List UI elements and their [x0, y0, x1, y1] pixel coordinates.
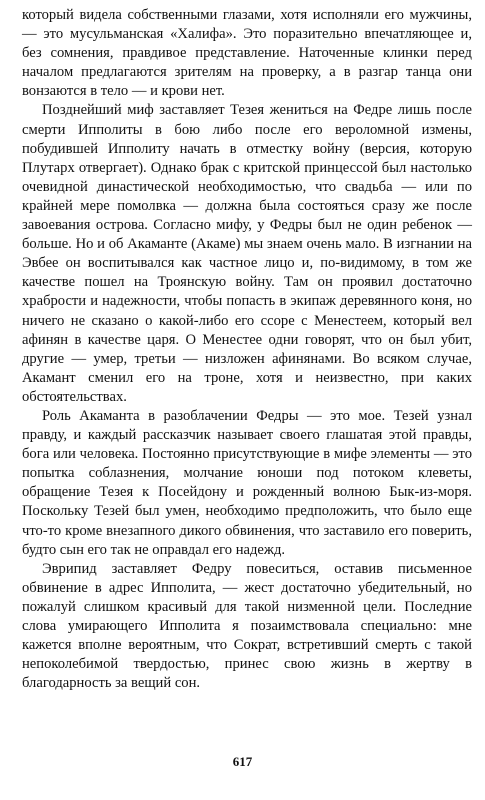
- paragraph-4: Эврипид заставляет Федру повеситься, оставив письменное обвинение в адрес Ипполита, — жест достаточно убедительный, но пожалуй слишком красивый для такой низменной цели. Последние слова умирающего Ипполита я позаимствовала специально: мне кажется вполне вероятным, что Сократ, встретивший смерть с такой непоколебимой твердостью, принес свою жизнь в жертву в благодарность за вещий сон.: [22, 560, 472, 692]
- paragraph-2: Позднейший миф заставляет Тезея жениться на Федре лишь после смерти Ипполиты в бою либо после его вероломной измены, побудившей Ипполиту начать в отместку войну (версия, которую Плутарх отвергает). Однако брак с критской принцессой был настолько очевидной династической необходимостью, что свадьба — или по крайней мере помолвка — должна была состояться сразу же после завоевания острова. Согласно мифу, у Федры был не один ребенок — больше. Но и об Акаманте (Акаме) мы знаем очень мало. В изгнании на Эвбее он воспитывался как частное лицо и, по-видимому, в том же качестве пошел на Троянскую войну. Там он проявил достаточно храбрости и надежности, чтобы попасть в экипаж деревянного коня, но ничего не сказано о какой-либо его ссоре с Менестеем, который вел афинян в качестве царя. О Менестее одни говорят, что он был убит, другие — умер, третьи — низложен афинянами. Во всяком случае, Акамант сменил его на троне, хотя и неизвестно, при каких обстоятельствах.: [22, 102, 472, 405]
- paragraph-3: Роль Акаманта в разоблачении Федры — это мое. Тезей узнал правду, и каждый рассказчик называет своего глашатая этой правды, бога или человека. Постоянно присутствующие в мифе элементы — это попытка соблазнения, молчание юноши под потоком клеветы, обращение Тезея к Посейдону и рожденный волною Бык-из-моря. Поскольку Тезей был умен, необходимо предположить, что было еще что-то кроме внезапного дикого обвинения, что заставило его поверить, будто сын его так не оправдал его надежд.: [22, 407, 472, 558]
- book-page: [22, 6, 472, 693]
- page-number: 617: [232, 754, 253, 769]
- paragraph-1: который видела собственными глазами, хотя исполняли его мужчины, — это мусульманская «Халифа». Это поразительно впечатляющее и, без сомнения, правдивое представление. Наточенные клинки перед началом предлагаются зрителям на проверку, а в разгар танца они вонзаются в тело — и крови нет.: [22, 7, 472, 100]
